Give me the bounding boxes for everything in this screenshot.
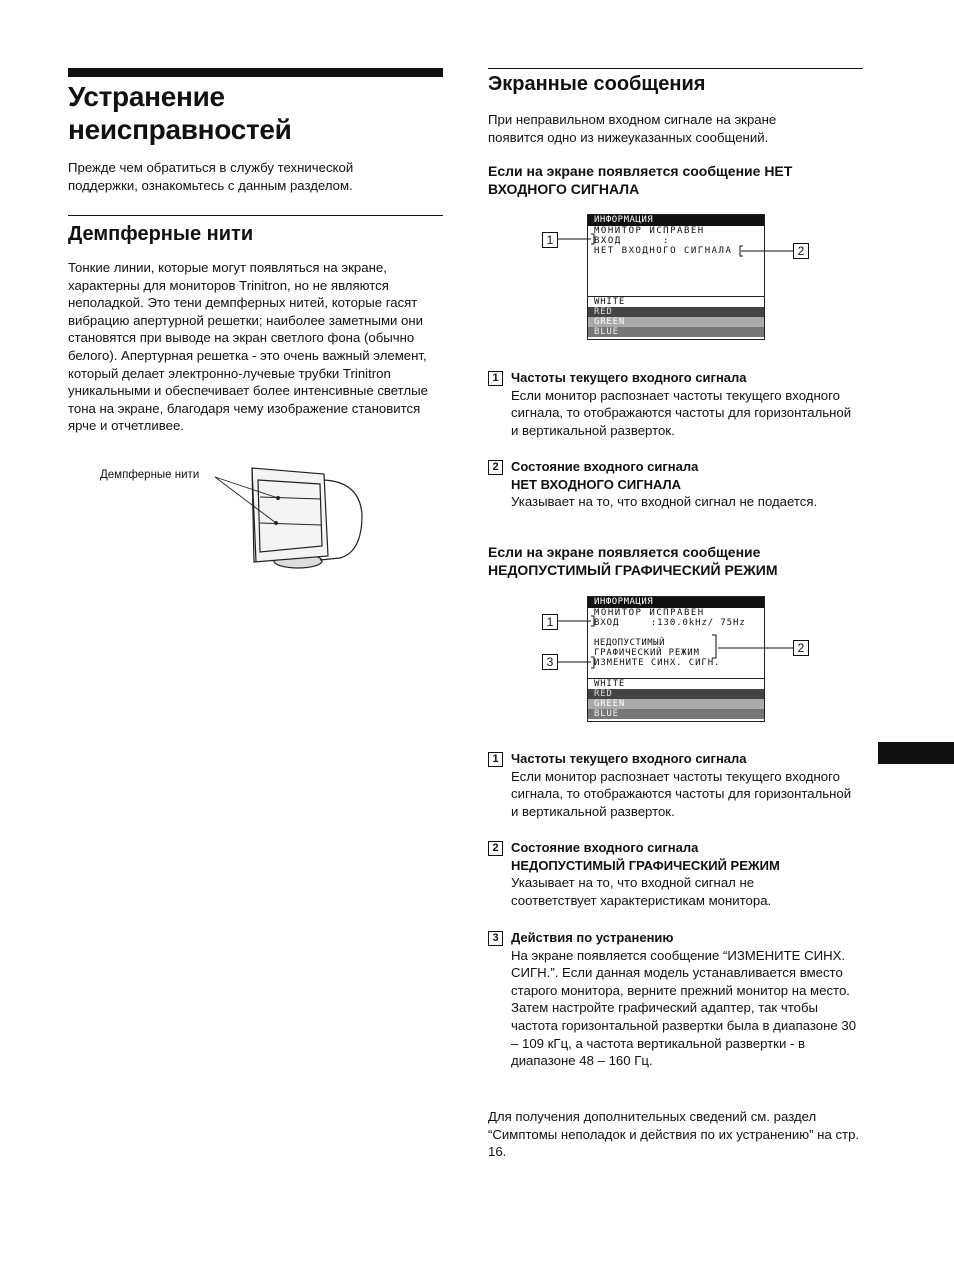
item-subtitle: НЕТ ВХОДНОГО СИГНАЛА [511, 476, 682, 492]
osd-bar-green: GREEN [588, 317, 764, 327]
onscreen-messages-heading: Экранные сообщения [488, 73, 706, 95]
callout-1: 1 [542, 232, 558, 248]
osd-header: ИНФОРМАЦИЯ [588, 597, 764, 608]
intro-text: Прежде чем обратиться в службу технической поддержки, ознакомьтесь с данным разделом. [68, 160, 354, 193]
item-subtitle: НЕДОПУСТИМЫЙ ГРАФИЧЕСКИЙ РЕЖИМ [511, 857, 780, 873]
osd-line: ВХОД : [594, 236, 671, 246]
onscreen-intro: При неправильном входном сигнале на экране появится одно из нижеуказанных сообщений. [488, 112, 777, 145]
case2-item-2 [488, 839, 868, 909]
item-body: Указывает на то, что входной сигнал не соответствует характеристикам монитора. [511, 875, 772, 908]
section-rule-left [68, 215, 443, 216]
monitor-drawing [252, 468, 362, 568]
item-title: Частоты текущего входного сигнала [511, 751, 747, 766]
footer-reference: Для получения дополнительных сведений см. раздел “Симптомы неполадок и действия по их устранению” на стр. 16. [488, 1109, 860, 1160]
item-body: Если монитор распознает частоты текущего входного сигнала, то отображаются частоты для горизонтальной и вертикальной разверток. [511, 768, 852, 819]
osd-bar-red: RED [588, 307, 764, 317]
case2-heading [488, 543, 858, 579]
page-title-line1: Устранение [68, 81, 225, 112]
osd-line: ГРАФИЧЕСКИЙ РЕЖИМ [594, 648, 700, 658]
callout-2: 2 [793, 640, 809, 656]
damper-wires-heading: Демпферные нити [68, 223, 254, 245]
callout-3: 3 [542, 654, 558, 670]
osd-bar-white: WHITE [588, 678, 764, 689]
item-title: Действия по устранению [511, 930, 674, 945]
section-tab-marker [878, 742, 954, 764]
osd-line: НЕДОПУСТИМЫЙ [594, 638, 666, 648]
page-title [68, 80, 444, 146]
case1-heading: Если на экране появляется сообщение НЕТ ВХОДНОГО СИГНАЛА [488, 163, 793, 197]
item-number: 2 [488, 460, 503, 475]
item-number: 2 [488, 841, 503, 856]
case1-item-2 [488, 458, 868, 511]
item-number: 1 [488, 371, 503, 386]
osd-bar-blue: BLUE [588, 327, 764, 337]
item-body: На экране появляется сообщение “ИЗМЕНИТЕ СИНХ. СИГН.”. Если данная модель устанавливается вместо старого монитора, верните прежний монитор на место. Затем настройте графический адаптер, так чтобы частота горизонтальной развертки была в диапазоне 30 – 109 кГц, а частота вертикальной развертки - в диапазоне 48 – 160 Гц. [511, 947, 857, 1069]
item-number: 3 [488, 931, 503, 946]
section-rule-right [488, 68, 863, 69]
case2-heading-line1: Если на экране появляется сообщение [488, 544, 761, 560]
item-body: Указывает на то, что входной сигнал не подается. [511, 494, 818, 510]
osd1-leaders [556, 230, 796, 260]
case2-item-3 [488, 929, 868, 1070]
case2-item-1 [488, 750, 868, 820]
monitor-illustration [200, 460, 375, 575]
osd-line: МОНИТОР ИСПРАВЕН [594, 226, 705, 236]
figure-label: Демпферные нити [100, 469, 200, 481]
item-body: Если монитор распознает частоты текущего входного сигнала, то отображаются частоты для горизонтальной и вертикальной разверток. [511, 387, 852, 438]
page-title-line2: неисправностей [68, 114, 292, 145]
osd-header: ИНФОРМАЦИЯ [588, 215, 764, 226]
osd-bar-blue: BLUE [588, 709, 764, 719]
item-number: 1 [488, 752, 503, 767]
title-rule [68, 68, 443, 77]
callout-2: 2 [793, 243, 809, 259]
case2-heading-line2: НЕДОПУСТИМЫЙ ГРАФИЧЕСКИЙ РЕЖИМ [488, 562, 778, 578]
case1-item-1 [488, 369, 868, 439]
osd-bar-red: RED [588, 689, 764, 699]
osd2-leaders [556, 612, 796, 672]
osd-bar-white: WHITE [588, 296, 764, 307]
item-title: Состояние входного сигнала [511, 840, 699, 855]
osd-line: ВХОД :130.0kHz/ 75Hz [594, 618, 746, 628]
osd-line: ИЗМЕНИТЕ СИНХ. СИГН. [594, 658, 721, 668]
osd-line: МОНИТОР ИСПРАВЕН [594, 608, 705, 618]
osd-bar-green: GREEN [588, 699, 764, 709]
osd-line: НЕТ ВХОДНОГО СИГНАЛА [594, 246, 733, 256]
item-title: Частоты текущего входного сигнала [511, 370, 747, 385]
damper-wires-text: Тонкие линии, которые могут появляться на экране, характерны для мониторов Trinitron, но не являются неполадкой. Это тени демпферных нитей, которые гасят вибрацию апертурной решетки; наиболее заметными они становятся при выводе на экран светлого фона (обычно белого). Апертурная решетка - это очень важный элемент, который делает электронно-лучевые трубки Trinitron уникальными и обеспечивает более интенсивные светлые тона на экране, благодаря чему изображение становится ярче и отчетливее. [68, 260, 428, 434]
callout-1: 1 [542, 614, 558, 630]
item-title: Состояние входного сигнала [511, 459, 699, 474]
